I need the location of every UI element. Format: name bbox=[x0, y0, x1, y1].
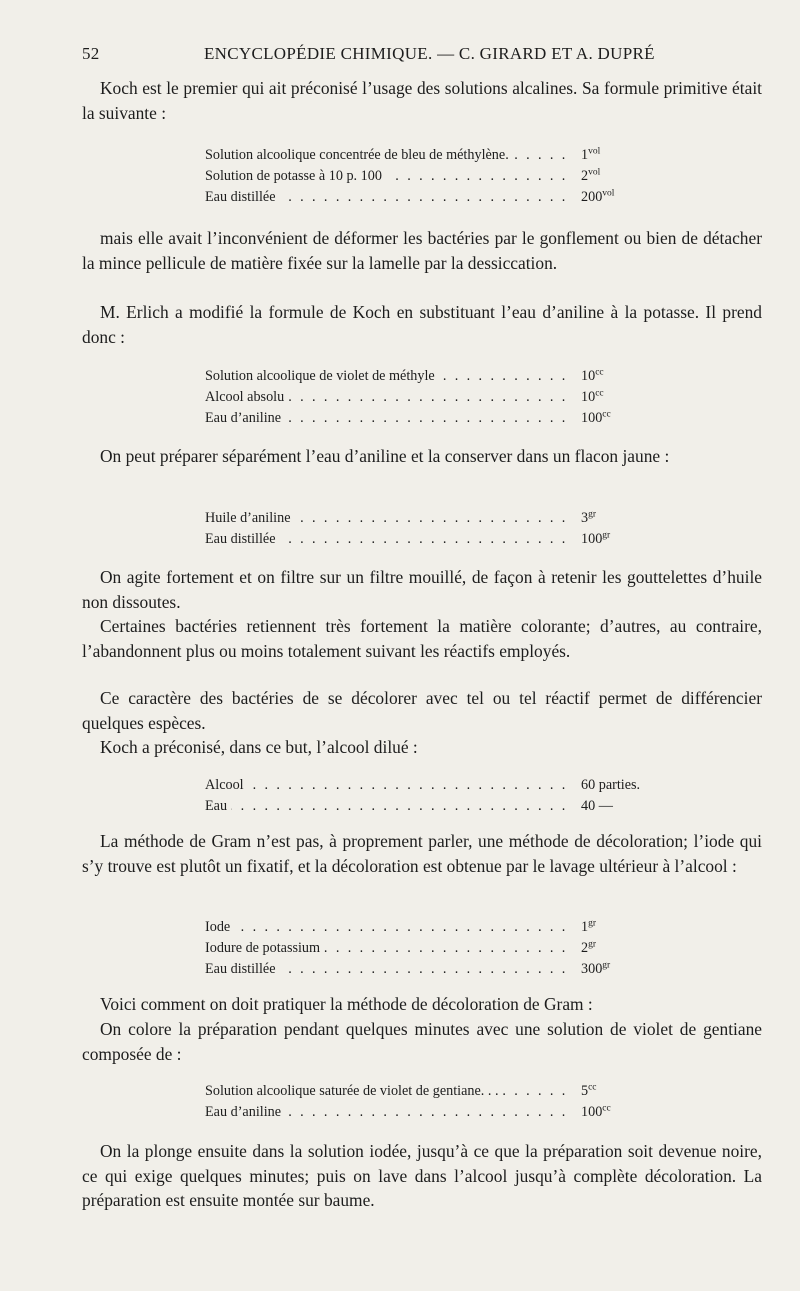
ingredient-quantity: $100^{cc}$ bbox=[581, 409, 611, 426]
unit-superscript: vol bbox=[588, 167, 601, 178]
ingredient-label: Solution alcoolique concentrée de bleu de méthylène. bbox=[205, 147, 513, 163]
table-eau-aniline bbox=[205, 508, 640, 550]
recipe-row bbox=[205, 387, 640, 408]
unit-superscript: cc bbox=[588, 1082, 597, 1093]
unit-superscript: gr bbox=[602, 530, 611, 541]
unit-superscript: cc bbox=[595, 367, 604, 378]
ingredient-label: Solution alcoolique de violet de méthyle bbox=[205, 368, 439, 384]
paragraph-7: Ce caractère des bactéries de se décolorer avec tel ou tel réactif permet de différencier quelques espèces. bbox=[82, 688, 762, 733]
paragraph-2: mais elle avait l’inconvénient de déformer les bactéries par le gonflement ou bien de détacher la mince pellicule de matière fixée sur la lamelle par la dessiccation. bbox=[82, 228, 762, 273]
recipe-row bbox=[205, 917, 640, 938]
unit-superscript: cc bbox=[595, 388, 604, 399]
dot-leader bbox=[205, 917, 570, 938]
unit-superscript: gr bbox=[588, 509, 597, 520]
ingredient-quantity: $10^{cc}$ bbox=[581, 367, 604, 384]
ingredient-label: Alcool bbox=[205, 777, 248, 793]
paragraph-4: On peut préparer séparément l’eau d’aniline et la conserver dans un flacon jaune : bbox=[100, 446, 670, 466]
paragraph-5: On agite fortement et on filtre sur un filtre mouillé, de façon à retenir les gouttelettes d’huile non dissoutes. bbox=[82, 567, 762, 612]
recipe-row bbox=[205, 1081, 640, 1102]
ingredient-label: Solution de potasse à 10 p. 100 bbox=[205, 168, 386, 184]
table-koch-primitive bbox=[205, 145, 640, 208]
ingredient-label: Solution alcoolique saturée de violet de gentiane. . . bbox=[205, 1083, 503, 1099]
ingredient-label: Iodure de potassium bbox=[205, 940, 324, 956]
ingredient-label: Eau distillée bbox=[205, 531, 280, 547]
recipe-row bbox=[205, 145, 640, 166]
paragraph-9: La méthode de Gram n’est pas, à proprement parler, une méthode de décoloration; l’iode qui s’y trouve est plutôt un fixatif, et la décoloration est obtenue par le lavage ultérieur à l’alcool : bbox=[82, 831, 762, 876]
ingredient-quantity: $10^{cc}$ bbox=[581, 388, 604, 405]
table-erlich bbox=[205, 366, 640, 429]
unit-superscript: gr bbox=[588, 918, 597, 929]
unit-superscript: vol bbox=[588, 146, 601, 157]
ingredient-label: Eau d’aniline bbox=[205, 1104, 285, 1120]
dot-leader bbox=[205, 775, 570, 796]
recipe-row bbox=[205, 1102, 640, 1123]
table-violet-gentiane bbox=[205, 1081, 640, 1123]
unit-superscript: vol bbox=[602, 188, 615, 199]
paragraph-1: Koch est le premier qui ait préconisé l’usage des solutions alcalines. Sa formule primitive était la suivante : bbox=[82, 78, 762, 123]
running-header bbox=[82, 44, 762, 66]
ingredient-quantity: $100^{gr}$ bbox=[581, 530, 611, 547]
paragraph-6: Certaines bactéries retiennent très fortement la matière colorante; d’autres, au contraire, l’abandonnent plus ou moins totalement suivant les réactifs employés. bbox=[82, 616, 762, 661]
ingredient-label: Alcool absolu bbox=[205, 389, 288, 405]
ingredient-quantity: $1^{gr}$ bbox=[581, 918, 597, 935]
ingredient-quantity: $2^{vol}$ bbox=[581, 167, 601, 184]
unit-superscript: cc bbox=[602, 1103, 611, 1114]
ingredient-quantity: $1^{vol}$ bbox=[581, 146, 601, 163]
ingredient-label: Huile d’aniline bbox=[205, 510, 295, 526]
paragraph-11: On colore la préparation pendant quelques minutes avec une solution de violet de gentiane composée de : bbox=[82, 1019, 762, 1064]
paragraph-10: Voici comment on doit pratiquer la méthode de décoloration de Gram : bbox=[100, 994, 593, 1014]
dot-leader bbox=[205, 796, 570, 817]
ingredient-quantity: $5^{cc}$ bbox=[581, 1082, 597, 1099]
ingredient-label: Eau distillée bbox=[205, 961, 280, 977]
paragraph-3: M. Erlich a modifié la formule de Koch en substituant l’eau d’aniline à la potasse. Il prend donc : bbox=[82, 302, 762, 347]
running-title: ENCYCLOPÉDIE CHIMIQUE. — C. GIRARD ET A. DUPRÉ bbox=[204, 44, 655, 63]
page-number: 52 bbox=[82, 44, 100, 63]
ingredient-quantity: $100^{cc}$ bbox=[581, 1103, 611, 1120]
unit-superscript: gr bbox=[602, 960, 611, 971]
recipe-row bbox=[205, 959, 640, 980]
ingredient-quantity: $3^{gr}$ bbox=[581, 509, 597, 526]
recipe-row bbox=[205, 408, 640, 429]
paragraph-12: On la plonge ensuite dans la solution iodée, jusqu’à ce que la préparation soit devenue noire, ce qui exige quelques minutes; puis on lave dans l’alcool jusqu’à complète décoloration. La préparation est ensuite montée sur baume. bbox=[82, 1141, 762, 1210]
ingredient-label: Eau d’aniline bbox=[205, 410, 285, 426]
ingredient-quantity: 40 — bbox=[581, 798, 613, 814]
recipe-row bbox=[205, 187, 640, 208]
recipe-row bbox=[205, 796, 640, 817]
recipe-row bbox=[205, 508, 640, 529]
unit-superscript: cc bbox=[602, 409, 611, 420]
ingredient-label: Iode bbox=[205, 919, 234, 935]
ingredient-label: Eau distillée bbox=[205, 189, 280, 205]
recipe-row bbox=[205, 775, 640, 796]
ingredient-quantity: $200^{vol}$ bbox=[581, 188, 615, 205]
recipe-row bbox=[205, 938, 640, 959]
recipe-row bbox=[205, 366, 640, 387]
paragraph-8: Koch a préconisé, dans ce but, l’alcool dilué : bbox=[100, 737, 418, 757]
table-alcool-dilue bbox=[205, 775, 640, 817]
unit-superscript: gr bbox=[588, 939, 597, 950]
recipe-row bbox=[205, 529, 640, 550]
ingredient-label: Eau bbox=[205, 798, 231, 814]
ingredient-quantity: $2^{gr}$ bbox=[581, 939, 597, 956]
ingredient-quantity: 60 parties. bbox=[581, 777, 640, 793]
table-gram bbox=[205, 917, 640, 980]
recipe-row bbox=[205, 166, 640, 187]
ingredient-quantity: $300^{gr}$ bbox=[581, 960, 611, 977]
